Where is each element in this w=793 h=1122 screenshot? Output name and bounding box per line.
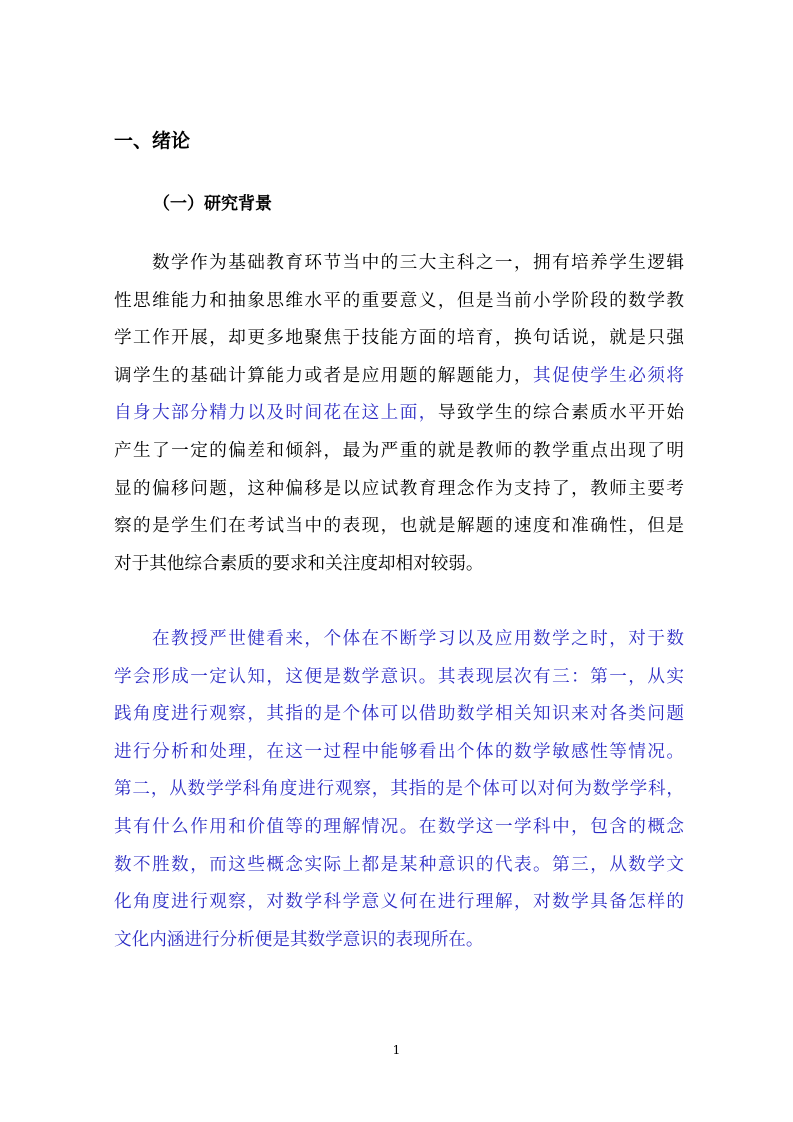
- paragraph-line: 对于其他综合素质的要求和关注度却相对较弱。: [114, 553, 484, 574]
- paragraph-line: 践角度进行观察，其指的是个体可以借助数学相关知识来对各类问题: [114, 704, 684, 725]
- paragraph-line: 其有什么作用和价值等的理解情况。在数学这一学科中，包含的概念: [114, 816, 684, 837]
- paragraph-background: [114, 245, 684, 583]
- highlighted-text-segment: 自身大部分精力以及时间花在这上面，: [114, 403, 438, 424]
- text-segment: 导致学生的综合素质水平开始: [437, 403, 684, 424]
- paragraph-line: 产生了一定的偏差和倾斜，最为严重的就是教师的教学重点出现了明: [114, 440, 684, 461]
- paragraph-line: 文化内涵进行分析便是其数学意识的表现所在。: [114, 929, 484, 950]
- paragraph-line: 学工作开展，却更多地聚焦于技能方面的培育，换句话说，就是只强: [114, 328, 684, 349]
- paragraph-line: 在教授严世健看来，个体在不断学习以及应用数学之时，对于数: [152, 629, 684, 649]
- paragraph-line: [114, 395, 684, 433]
- chapter-title: 一、绪论: [114, 130, 191, 152]
- paragraph-line: 第二，从数学学科角度进行观察，其指的是个体可以对何为数学学科，: [114, 779, 684, 800]
- section-title: （一）研究背景: [153, 194, 272, 214]
- paragraph-line: 性思维能力和抽象思维水平的重要意义，但是当前小学阶段的数学教: [114, 290, 684, 311]
- paragraph-line: [114, 358, 684, 396]
- paragraph-line: 数学作为基础教育环节当中的三大主科之一，拥有培养学生逻辑: [152, 253, 684, 273]
- paragraph-line: 数不胜数，而这些概念实际上都是某种意识的代表。第三，从数学文: [114, 854, 684, 875]
- page-number: 1: [392, 1043, 401, 1057]
- paragraph-line: 显的偏移问题，这种偏移是以应试教育理念作为支持了，教师主要考: [114, 478, 684, 499]
- highlighted-text-segment: 其促使学生必须将: [533, 365, 684, 386]
- paragraph-line: 学会形成一定认知，这便是数学意识。其表现层次有三：第一，从实: [114, 666, 684, 687]
- paragraph-math-awareness: [114, 621, 684, 959]
- text-segment: 调学生的基础计算能力或者是应用题的解题能力，: [114, 365, 534, 386]
- paragraph-line: 化角度进行观察，对数学科学意义何在进行理解，对数学具备怎样的: [114, 892, 684, 913]
- paragraph-line: 察的是学生们在考试当中的表现，也就是解题的速度和准确性，但是: [114, 516, 684, 537]
- paragraph-line: 进行分析和处理，在这一过程中能够看出个体的数学敏感性等情况。: [114, 741, 684, 762]
